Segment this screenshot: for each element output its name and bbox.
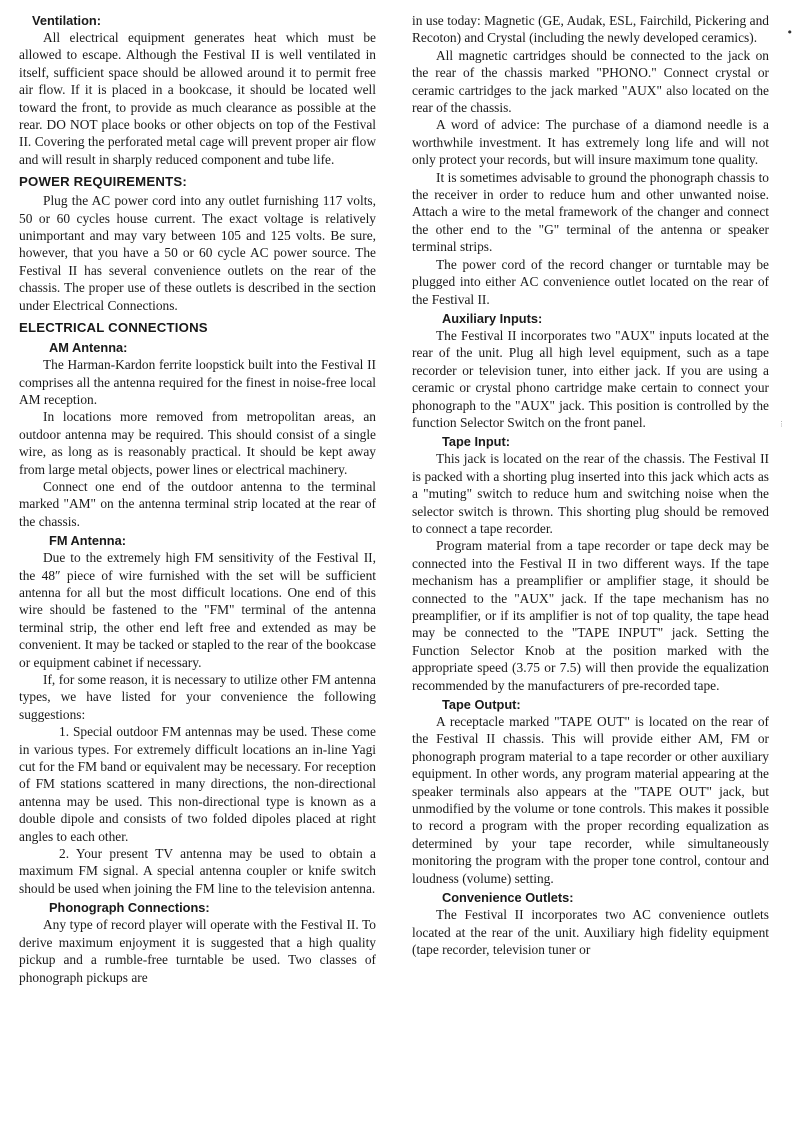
power-requirements-heading: POWER REQUIREMENTS:: [19, 174, 187, 190]
fm-suggestion-2: 2. Your present TV antenna may be used to obtain a maximum FM signal. A special antenna coupler or knife switch should be used when joining the FM line to the television antenna.: [19, 846, 376, 896]
ventilation-paragraph: All electrical equipment generates heat which must be allowed to escape. Although the Festival II is well ventilated in itself, sufficient space should be allowed around it to permit free air flow. If it is placed in a bookcase, it should be located well toward the front, to provide as much clearance as possible at the rear. DO NOT place books or other objects on top of the Festival II. Covering the perforated metal cage will prevent proper air flow and will result in sharply reduced component and tube life.: [19, 30, 376, 167]
auxiliary-inputs-heading: Auxiliary Inputs:: [442, 310, 543, 326]
fm-paragraph-2: If, for some reason, it is necessary to utilize other FM antenna types, we have listed for your convenience the following suggestions:: [19, 672, 376, 722]
aux-paragraph: The Festival II incorporates two "AUX" inputs located at the rear of the unit. Plug all high level equipment, such as a tape recorder or television tuner, into either jack. If you are using a ceramic or crystal phono cartridge make certain to connect your phonograph to the "AUX" jack. This position is controlled by the function Selector Switch on the front panel.: [412, 327, 769, 430]
tape-output-paragraph: A receptacle marked "TAPE OUT" is located on the rear of the Festival II chassis. This will provide either AM, FM or phonograph program material to a tape recorder or other auxiliary equipment. In other words, any program material appearing at the speaker terminals also appears at the "TAPE OUT" jack, but unmodified by the volume or tone controls. This makes it possible to record a program with the proper recording equalization as determined by your tape recorder, while simultaneously monitoring the program with the proper tone control, contour and loudness (volume) setting.: [412, 714, 769, 886]
power-cord-paragraph: The power cord of the record changer or turntable may be plugged into either AC convenience outlet located on the rear of the Festival II.: [412, 256, 769, 307]
ground-paragraph: It is sometimes advisable to ground the phonograph chassis to the receiver in order to reduce hum and other unwanted noise. Attach a wire to the metal framework of the changer and connect the other end to the "G" terminal of the antenna or speaker terminal strips.: [412, 169, 769, 255]
outlets-paragraph: The Festival II incorporates two AC convenience outlets located at the rear of the unit. Auxiliary high fidelity equipment (tape recorder, television tuner or: [412, 907, 769, 957]
left-column: [19, 12, 376, 986]
am-paragraph-1: The Harman-Kardon ferrite loopstick built into the Festival II comprises all the antenna required for the finest in noise-free local AM reception.: [19, 357, 376, 407]
tape-input-paragraph-2: Program material from a tape recorder or tape deck may be connected into the Festival II in two different ways. If the tape mechanism has a preamplifier or amplifier stage, it should be connected to the "AUX" jack. If the tape mechanism has no preamplifier, or if its amplifier is not of top quality, the tape head may be connected to the "TAPE INPUT" jack. Setting the Function Selector Knob at the position marked with the appropriate speed (3.75 or 7.5) will then provide the equalization recommended by the manufacturers of pre-recorded tape.: [412, 538, 769, 693]
convenience-outlets-heading: Convenience Outlets:: [442, 890, 574, 906]
scan-speck: ⋮: [778, 420, 785, 428]
ventilation-heading: Ventilation:: [32, 13, 101, 28]
fm-suggestion-1: 1. Special outdoor FM antennas may be used. These come in various types. For extremely difficult locations an in-line Yagi cut for the FM band or equivalent may be necessary. For reception of FM stations scattered in many directions, the non-directional antenna may be used. This non-directional type is known as a double dipole and consists of two folded dipoles placed at right angles to each other.: [19, 724, 376, 844]
tape-input-paragraph-1: This jack is located on the rear of the chassis. The Festival II is packed with a shorting plug inserted into this jack which acts as a "muting" switch to reduce hum and switching noise when the selector switch is thrown. This shorting plug should be removed to connect a tape recorder.: [412, 451, 769, 536]
magnetic-cartridges-paragraph: All magnetic cartridges should be connected to the jack on the rear of the chassis marked "PHONO." Connect crystal or ceramic cartridges to the jack marked "AUX" also located on the rear of the chassis.: [412, 47, 769, 116]
electrical-connections-heading: ELECTRICAL CONNECTIONS: [19, 320, 208, 336]
phonograph-connections-heading: Phonograph Connections:: [49, 900, 210, 916]
am-paragraph-3: Connect one end of the outdoor antenna to the terminal marked "AM" on the antenna terminal strip located at the rear of the chassis.: [19, 478, 376, 529]
margin-mark: •: [786, 26, 793, 39]
right-column: [412, 12, 769, 958]
tape-output-heading: Tape Output:: [442, 697, 521, 713]
diamond-needle-paragraph: A word of advice: The purchase of a diamond needle is a worthwhile investment. It has extremely long life and will not only protect your records, but will insure maximum tone quality.: [412, 117, 769, 168]
tape-input-heading: Tape Input:: [442, 434, 511, 450]
fm-paragraph-1: Due to the extremely high FM sensitivity of the Festival II, the 48″ piece of wire furnished with the set will be sufficient antenna for all but the most difficult locations. One end of this wire should be fastened to the "FM" terminal of the antenna terminal strip, the other end left free and extended as may be convenient. It may be tacked or stapled to the rear of the bookcase or equipment cabinet if necessary.: [19, 550, 376, 670]
am-antenna-heading: AM Antenna:: [49, 340, 128, 356]
am-paragraph-2: In locations more removed from metropolitan areas, an outdoor antenna may be required. This should consist of a single wire, as long as is reasonably practical. It should be kept away from large metal objects, power lines or electrical machinery.: [19, 409, 376, 477]
phono-paragraph-1: Any type of record player will operate with the Festival II. To derive maximum enjoyment it is suggested that a high quality pickup and a rumble-free turntable be used. Two classes of phonograph pickups are: [19, 917, 376, 985]
fm-antenna-heading: FM Antenna:: [49, 533, 127, 549]
power-paragraph: Plug the AC power cord into any outlet furnishing 117 volts, 50 or 60 cycles house current. The exact voltage is relatively unimportant and may vary between 105 and 125 volts. Be sure, however, that you have a 50 or 60 cycle AC power source. The Festival II has several convenience outlets on the rear of the chassis. The proper use of these outlets is described in the section under Electrical Connections.: [19, 193, 376, 313]
phono-continued-paragraph: in use today: Magnetic (GE, Audak, ESL, Fairchild, Pickering and Recoton) and Crystal (including the newly developed ceramics).: [412, 13, 769, 46]
